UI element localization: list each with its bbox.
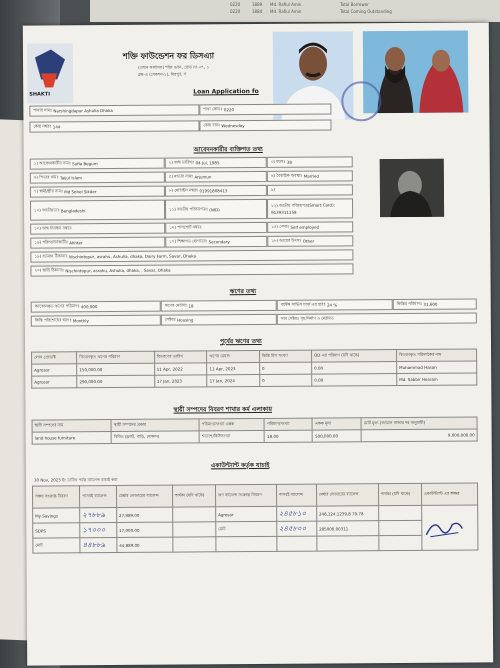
loan-rate-cell: বার্ষিক সার্ভিস চার্জ এর হারঃ 24 % — [277, 299, 393, 311]
handwritten-value: ২৪৫৮১০ — [276, 506, 316, 521]
age-cell: ৩) বয়সঃ 38 — [267, 156, 353, 168]
signature-cell — [421, 505, 477, 550]
table-header: পার্থক্য (যদি থাকে) — [378, 483, 422, 505]
mother-cell: ৫) মাতার নামঃ Arjumun — [165, 171, 267, 183]
field-9-cell: ৯) — [267, 184, 353, 196]
mobile-cell: ৮) মোবাইল নম্বরঃ 01991808413 — [165, 185, 267, 197]
strip-text: Md. Rafiul Amin — [270, 2, 302, 7]
table-cell: 18.00 — [265, 430, 313, 442]
table-cell: 27,889.00 — [116, 507, 172, 522]
accounts-section-title: একাউন্ট্যান্ট কর্তৃক যাচাই — [210, 461, 270, 470]
table-row — [32, 429, 477, 444]
passport-cell: ১৪) পাসপোর্ট নম্বরঃ — [165, 222, 267, 234]
applicant-row-1 — [30, 156, 353, 169]
signature-icon — [424, 514, 464, 540]
handwritten-value: ২৭৮৮৯ — [80, 507, 117, 522]
form-title: Loan Application fo — [193, 87, 259, 96]
table-header: স্থায়ী সম্পদের প্রকার — [111, 419, 199, 432]
table-row — [33, 535, 478, 553]
strip-text: Total Borrower — [340, 2, 369, 7]
table-cell: 11 Apr, 2022 — [154, 363, 207, 375]
table-header: বিতরণকৃত ঋণের পরিমাণ — [77, 351, 154, 364]
balance-date-note: 30 Nov, 2023 ইং তারিখ পর্যন্ত ব্যালেন্স যাচাই করা — [33, 476, 118, 483]
organization-address-2: ব্লক-এ (সেকশন-১), মিরপুর, স — [138, 71, 187, 77]
previous-loans-table — [31, 348, 477, 388]
husband-cell: ৭) স্বামী/স্ত্রীর নামঃ Md Sohel Sikder — [30, 186, 165, 198]
nationality-cell: ১০) জাতীয়তাঃ Bangladeshi — [30, 200, 165, 221]
loan-sector-cell: সেক্টরঃ Housing — [161, 314, 277, 326]
income-source-cell: ১৮) আয়ের উৎসঃ Other — [267, 235, 353, 247]
table-cell — [378, 535, 421, 550]
table-row — [32, 373, 477, 388]
center-day-cell: কেন্দ্র বারঃ Wednesday — [199, 119, 331, 131]
table-cell: Agrosor — [32, 376, 77, 388]
loan-duration-cell: ঋণের মেয়াদঃ 18 — [161, 300, 277, 312]
table-cell: 17 Jan, 2023 — [154, 375, 207, 387]
table-header: বিতরণের তারিখ — [154, 351, 207, 363]
branch-code-cell: শাখা কোডঃ 0220 — [199, 103, 331, 115]
table-cell: Muhammad Hasan — [397, 361, 477, 374]
table-header: পাসবই ব্যালেন্স — [80, 485, 117, 507]
table-header: মোট মূল্য (বর্তমান বাজার দর অনুযায়ী) — [361, 417, 477, 430]
center-no-cell: কেন্দ্র নম্বরঃ 144 — [29, 120, 199, 132]
seal-stamp — [341, 81, 381, 121]
nid-cell: ১২) জাতীয় পরিচয়পত্র(Smart Card): 9139311158 — [267, 198, 353, 219]
table-cell: বিল্ডিং (ফ্ল্যাট, বাড়ি, দোকান) — [111, 431, 199, 444]
father-cell: ৪) পিতার নামঃ Taijul Islam — [30, 172, 165, 184]
applicant-section-title: আবেদনকারীর ব্যক্তিগত তথ্য — [193, 145, 263, 154]
table-header: পার্থক্য (যদি থাকে) — [172, 485, 216, 507]
table-header: একাউন্ট্যান্ট এর স্বাক্ষর — [421, 483, 477, 505]
table-cell: Agrosor — [216, 506, 277, 521]
loan-row-1 — [31, 298, 477, 312]
table-header: ঋণের মেয়াদ — [207, 350, 260, 362]
table-cell: 9,000,000.00 — [361, 429, 477, 442]
loan-amount-cell: আবেদনকৃত ঋণের পরিমাণঃ 400,000 — [31, 301, 161, 313]
table-cell — [172, 537, 215, 552]
table-cell: 0.00 — [312, 362, 397, 375]
occupation-cell: ১৫) পেশাঃ Self employed — [267, 221, 353, 233]
branch-row-1 — [29, 103, 331, 116]
table-header: লোন প্রোডাক্ট — [32, 352, 77, 364]
table-cell: 0 — [260, 374, 312, 386]
table-cell: 0.00 — [312, 374, 397, 387]
table-cell: 285000.00311 — [317, 521, 379, 536]
table-header: একক মূল্য — [312, 418, 361, 430]
permanent-address-cell: ২০) স্থায়ী ঠিকানাঃ Nischintopur, asrahu, Ashulia, dhaka, , Savar, Dhaka — [30, 263, 353, 276]
loan-installment-cell: কিস্তির পরিমাণঃ 31,600 — [393, 298, 477, 310]
table-header: মেম্বার লেজারের ব্যালেন্স — [316, 484, 378, 506]
table-cell — [276, 536, 316, 551]
table-header: মেম্বার লেজারের ব্যালেন্স — [116, 485, 172, 507]
strip-text: Md. Rafiul Amin — [270, 9, 302, 14]
handwritten-value: ২৪৫৮০০ — [276, 521, 316, 536]
table-cell: 11 Apr, 2023 — [207, 362, 260, 374]
identifier-cell: ১৬) পরিচয়দানকারীঃ Akhter — [30, 237, 165, 249]
applicant-portrait — [380, 159, 444, 217]
strip-text: Total Coming Outstanding — [340, 9, 392, 14]
table-cell: মোট — [216, 521, 277, 536]
table-cell: SDPS — [33, 523, 80, 538]
table-header: পরিমাণ/সংখ্যা — [265, 418, 313, 430]
assets-table — [32, 416, 478, 444]
table-cell: 0 — [259, 362, 311, 374]
education-cell: ১৭) শিক্ষাগত যোগ্যতাঃ Secondary — [165, 236, 267, 248]
table-cell — [378, 505, 421, 520]
applicant-row-4 — [30, 198, 353, 220]
table-header: OD এর পরিমাণ (যদি থাকে) — [312, 350, 397, 363]
background-paper-strip — [90, 0, 500, 22]
loan-row-2 — [31, 312, 477, 326]
handwritten-value: ৪৪৮৮৯ — [80, 537, 117, 552]
organization-address-1: (প্রধান কার্যালয়) শক্তি ভবন, রোড নং-৩৭, ১ — [138, 64, 210, 70]
table-header: কিস্তি মিস সংখ্যা — [259, 350, 311, 362]
applicant-row-6 — [30, 235, 353, 248]
table-cell — [216, 536, 277, 551]
table-header: স্থায়ী সম্পদের নাম — [32, 420, 111, 433]
strip-text: 1889 — [252, 2, 263, 7]
assets-section-title: স্থায়ী সম্পদের বিবরণ শাখার কর্ম এলাকায় — [173, 405, 273, 414]
strip-text: 0220 — [230, 2, 241, 7]
previous-loans-title: পূর্বের ঋণের তথ্য — [219, 337, 262, 346]
table-cell: 290,000.00 — [77, 375, 154, 388]
table-header: পরিমাণ/সংখ্যা একক — [199, 418, 264, 430]
applicant-row-7 — [30, 249, 353, 262]
organization-name: শক্তি ফাউন্ডেশন ফর ডিসএ্যা — [122, 51, 215, 61]
loan-section-title: ঋণের তথ্য — [229, 288, 257, 296]
table-cell: 150,000.00 — [77, 363, 154, 376]
logo-text: SHAKTI — [29, 91, 51, 98]
table-cell: Md. Sabbir Hossain — [397, 373, 477, 386]
table-header: পাসবই ব্যালেন্স — [276, 484, 316, 506]
applicant-row-2 — [30, 170, 353, 183]
table-cell: Agrosor — [32, 364, 77, 376]
branch-row-2 — [29, 119, 331, 132]
loan-purpose-cell: সাব সেক্টরঃ গৃহ নির্মাণ ও মেরামত — [277, 312, 477, 324]
applicant-row-3 — [30, 184, 353, 197]
marital-cell: ৬) বৈবাহিক অবস্থাঃ Married — [267, 170, 353, 182]
table-cell: 500,000.00 — [313, 430, 362, 442]
table-cell — [378, 520, 421, 535]
accounts-table — [32, 482, 478, 553]
birth-reg-cell: ১৩) জন্ম নিবন্ধন নম্বরঃ — [30, 223, 165, 235]
table-cell: 44,889.00 — [117, 537, 173, 552]
table-header: সঞ্চয় সংক্রান্ত বিবরণ — [32, 486, 79, 508]
strip-text: 1884 — [252, 9, 263, 14]
table-header: বিতরণকৃত পরিদর্শকের নাম — [397, 349, 477, 362]
table-cell: 17,000.00 — [117, 522, 173, 537]
table-cell: 246,124.1239,8 79.78 — [316, 506, 378, 521]
applicant-name-cell: ১) আবেদনকারীর নামঃ Sufia Begum — [30, 158, 165, 170]
branch-name-cell: শাখার নামঃ Narshingdapur Ashulia Dhaka — [29, 104, 199, 116]
table-cell: মোট — [33, 538, 80, 553]
table-cell: land house furniture — [32, 432, 111, 445]
table-cell: শতাংশ/কিউসংখ্যা — [199, 430, 264, 442]
table-cell — [317, 536, 379, 551]
loan-frequency-cell: কিস্তি পরিশোধের ধরণঃ Monthly — [31, 315, 161, 327]
strip-text: 0220 — [230, 9, 241, 14]
present-address-cell: ১৯) বর্তমান ঠিকানাঃ Nischintopur, asrahu, Ashulia, dhaka, Dairy Farm, Savar, Dhaka — [30, 249, 353, 262]
handwritten-value: ১৭০০০ — [80, 522, 117, 537]
table-cell: 17 Jan, 2024 — [207, 374, 260, 386]
table-header-row — [32, 483, 477, 508]
applicant-row-5 — [30, 221, 353, 234]
table-cell — [172, 507, 215, 522]
table-header: ঋণ ব্যালেন্স সংক্রান্ত বিবরণ — [215, 484, 276, 506]
table-cell: My Savings — [33, 508, 80, 523]
applicant-row-8 — [30, 263, 353, 276]
dob-cell: ২) জন্ম তারিখঃ 04 Jul, 1985 — [165, 157, 267, 169]
nid-type-cell: ১১) জাতীয় পরিচয়পত্রঃ (NID) — [165, 199, 267, 220]
table-cell — [172, 522, 215, 537]
loan-application-form — [23, 22, 493, 665]
